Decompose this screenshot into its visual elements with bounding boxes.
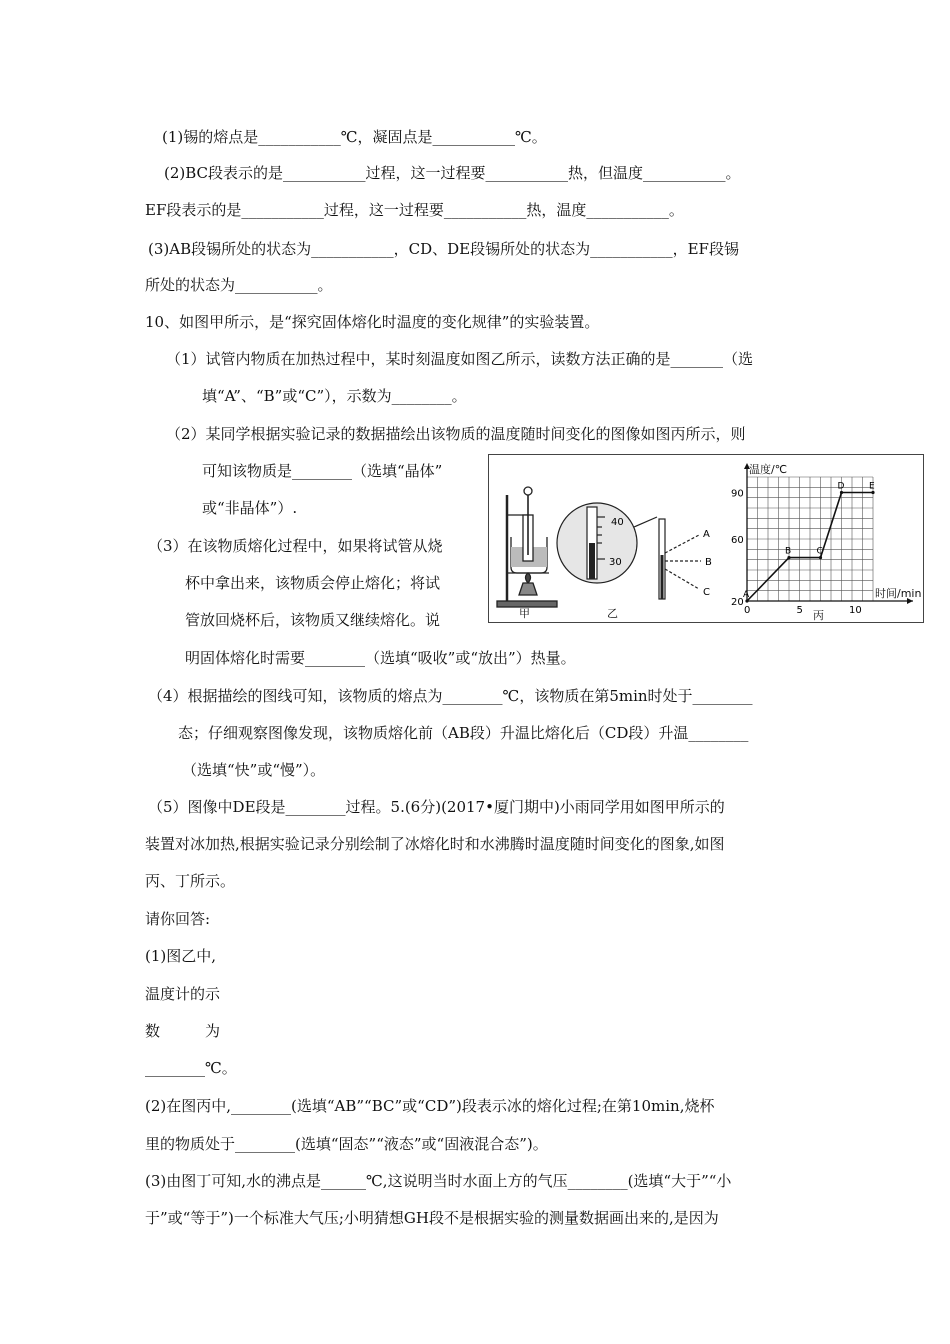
text-line: 或“非晶体”）. (202, 499, 298, 517)
zoom-connector (634, 517, 657, 527)
text-line: ________℃。 (145, 1059, 237, 1077)
text-line: （1）试管内物质在加热过程中，某时刻温度如图乙所示，读数方法正确的是_______（选 (166, 350, 754, 368)
text-line: （3）在该物质熔化过程中，如果将试管从烧 (148, 537, 443, 555)
chart-xlabel: 时间/min (875, 587, 922, 600)
alcohol-lamp (519, 583, 537, 595)
text-line: 温度计的示 (145, 985, 221, 1003)
text-line: (1)锡的熔点是___________℃，凝固点是___________℃。 (162, 128, 547, 146)
x-tick-label: 10 (849, 605, 862, 616)
text-line: （选填“快”或“慢”）。 (182, 761, 326, 779)
text-line: (2)BC段表示的是___________过程，这一过程要___________热，但温度___________。 (164, 164, 741, 182)
thermometer-top (524, 487, 532, 495)
text-line: 杯中拿出来，该物质会停止熔化；将试 (185, 574, 441, 592)
text-line: (2)在图丙中,________(选填“AB”“BC”或“CD”)段表示冰的熔化过程;在第10min,烧杯 (145, 1097, 715, 1115)
view-label-a: A (703, 529, 710, 540)
caption-yi: 乙 (607, 607, 618, 620)
experiment-figure (488, 454, 924, 623)
text-line: (3)由图丁可知,水的沸点是______℃,这说明当时水面上方的气压________(选填“大于”“小 (145, 1172, 732, 1190)
text-line: （2）某同学根据实验记录的数据描绘出该物质的温度随时间变化的图像如图丙所示，则 (166, 425, 746, 443)
text-line: 丙、丁所示。 (145, 872, 236, 890)
apparatus-diagram (497, 487, 557, 607)
text-line: 填“A”、“B”或“C”），示数为________。 (202, 387, 467, 405)
sight-line-c (665, 569, 699, 589)
x-tick-label: 0 (744, 605, 751, 616)
text-line: 10、如图甲所示，是“探究固体熔化时温度的变化规律”的实验装置。 (145, 313, 600, 331)
flame (526, 573, 531, 583)
point-label: A (743, 590, 750, 600)
text-line: 所处的状态为___________。 (145, 276, 333, 294)
caption-jia: 甲 (519, 607, 530, 620)
point-label: D (837, 481, 845, 492)
text-line: 管放回烧杯后，该物质又继续熔化。说 (185, 611, 441, 629)
chart-ylabel: 温度/℃ (749, 463, 788, 476)
text-line: 可知该物质是________（选填“晶体” (202, 462, 443, 480)
view-label-b: B (705, 557, 712, 568)
point-label: C (816, 546, 823, 557)
thermo-label-30: 30 (609, 557, 622, 568)
text-line: 数 为 (145, 1022, 221, 1040)
sight-line-a (665, 535, 699, 553)
text-line: 装置对冰加热,根据实验记录分别绘制了冰熔化时和水沸腾时温度随时间变化的图象,如图 (145, 835, 725, 853)
x-tick-label: 5 (796, 605, 803, 616)
text-line: 明固体熔化时需要________（选填“吸收”或“放出”）热量。 (185, 649, 576, 667)
text-line: （4）根据描绘的图线可知，该物质的熔点为________℃，该物质在第5min时处于________ (148, 687, 753, 705)
text-line: （5）图像中DE段是________过程。5.(6分)(2017•厦门期中)小雨同学用如图甲所示的 (148, 798, 725, 816)
text-line: 态；仔细观察图像发现，该物质熔化前（AB段）升温比熔化后（CD段）升温________ (178, 724, 749, 742)
caption-bing: 丙 (813, 609, 824, 622)
text-line: EF段表示的是___________过程，这一过程要___________热，温度___________。 (145, 201, 684, 219)
y-tick-label: 90 (731, 488, 744, 500)
y-tick-label: 20 (731, 597, 744, 608)
point-label: E (869, 481, 875, 492)
view-label-c: C (703, 587, 710, 598)
text-line: 里的物质处于________(选填“固态”“液态”或“固液混合态”)。 (145, 1135, 548, 1153)
zoom-liquid (589, 543, 595, 579)
text-line: 请你回答: (145, 910, 211, 928)
text-line: (3)AB段锡所处的状态为___________，CD、DE段锡所处的状态为___________，EF段锡 (148, 240, 739, 258)
figure-drawing (489, 455, 923, 622)
thermo-label-40: 40 (611, 517, 624, 528)
point-label: B (785, 546, 792, 557)
text-line: 于”或“等于”)一个标准大气压;小明猜想GH段不是根据实验的测量数据画出来的,是因为 (145, 1209, 719, 1227)
y-tick-label: 60 (731, 535, 744, 546)
text-line: (1)图乙中, (145, 947, 217, 965)
thermometer-zoom (557, 503, 701, 599)
